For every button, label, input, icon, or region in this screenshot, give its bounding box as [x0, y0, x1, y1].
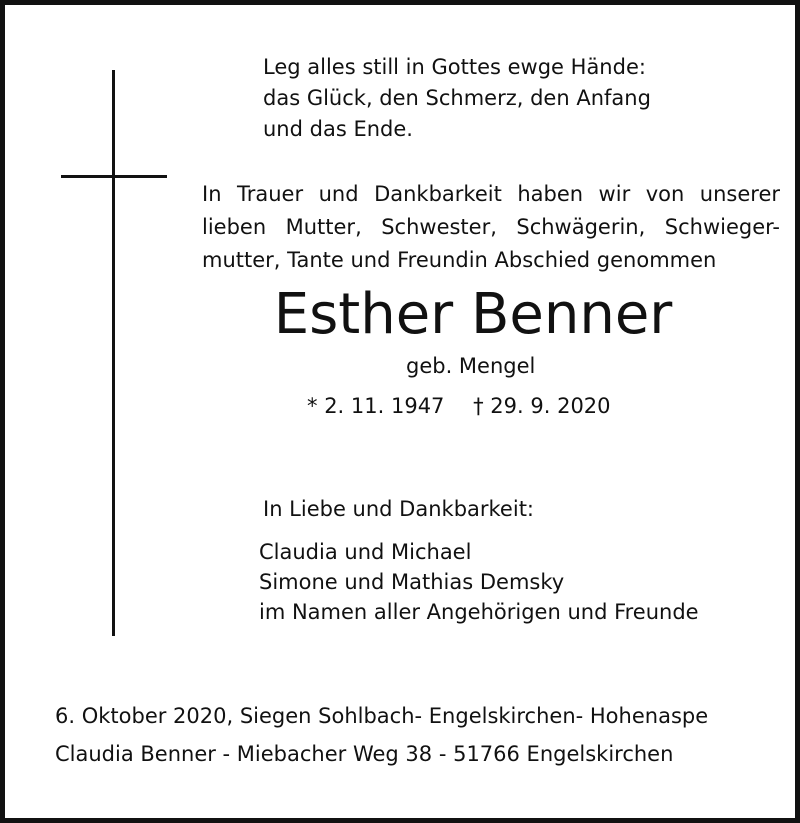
- intro-line: lieben Mutter, Schwester, Schwägerin, Schwieger-: [202, 215, 780, 239]
- verse: [263, 52, 651, 145]
- birth-star-icon: *: [307, 394, 318, 418]
- intro-line: mutter, Tante und Freundin Abschied genommen: [202, 248, 717, 272]
- verse-line: das Glück, den Schmerz, den Anfang: [263, 86, 651, 110]
- cross-horizontal-bar: [61, 175, 167, 178]
- birth-name: geb. Mengel: [406, 354, 536, 378]
- cross-vertical-bar: [112, 70, 115, 636]
- signer-line: im Namen aller Angehörigen und Freunde: [259, 600, 699, 624]
- footer-address: Claudia Benner - Miebacher Weg 38 - 51766 Engelskirchen: [55, 742, 674, 766]
- birth-date: 2. 11. 1947: [324, 394, 445, 418]
- thanks-heading: In Liebe und Dankbarkeit:: [263, 497, 535, 521]
- verse-line: Leg alles still in Gottes ewge Hände:: [263, 55, 646, 79]
- death-cross-icon: †: [473, 394, 484, 418]
- intro-text: [202, 178, 780, 277]
- death-date: 29. 9. 2020: [490, 394, 611, 418]
- signers: [259, 537, 699, 627]
- verse-line: und das Ende.: [263, 117, 413, 141]
- life-dates: [307, 391, 611, 421]
- footer-place-date: 6. Oktober 2020, Siegen Sohlbach- Engelskirchen- Hohenaspe: [55, 704, 709, 728]
- signer-line: Simone und Mathias Demsky: [259, 570, 565, 594]
- signer-line: Claudia und Michael: [259, 540, 472, 564]
- intro-line: In Trauer und Dankbarkeit haben wir von unserer: [202, 182, 780, 206]
- deceased-name: Esther Benner: [273, 282, 673, 347]
